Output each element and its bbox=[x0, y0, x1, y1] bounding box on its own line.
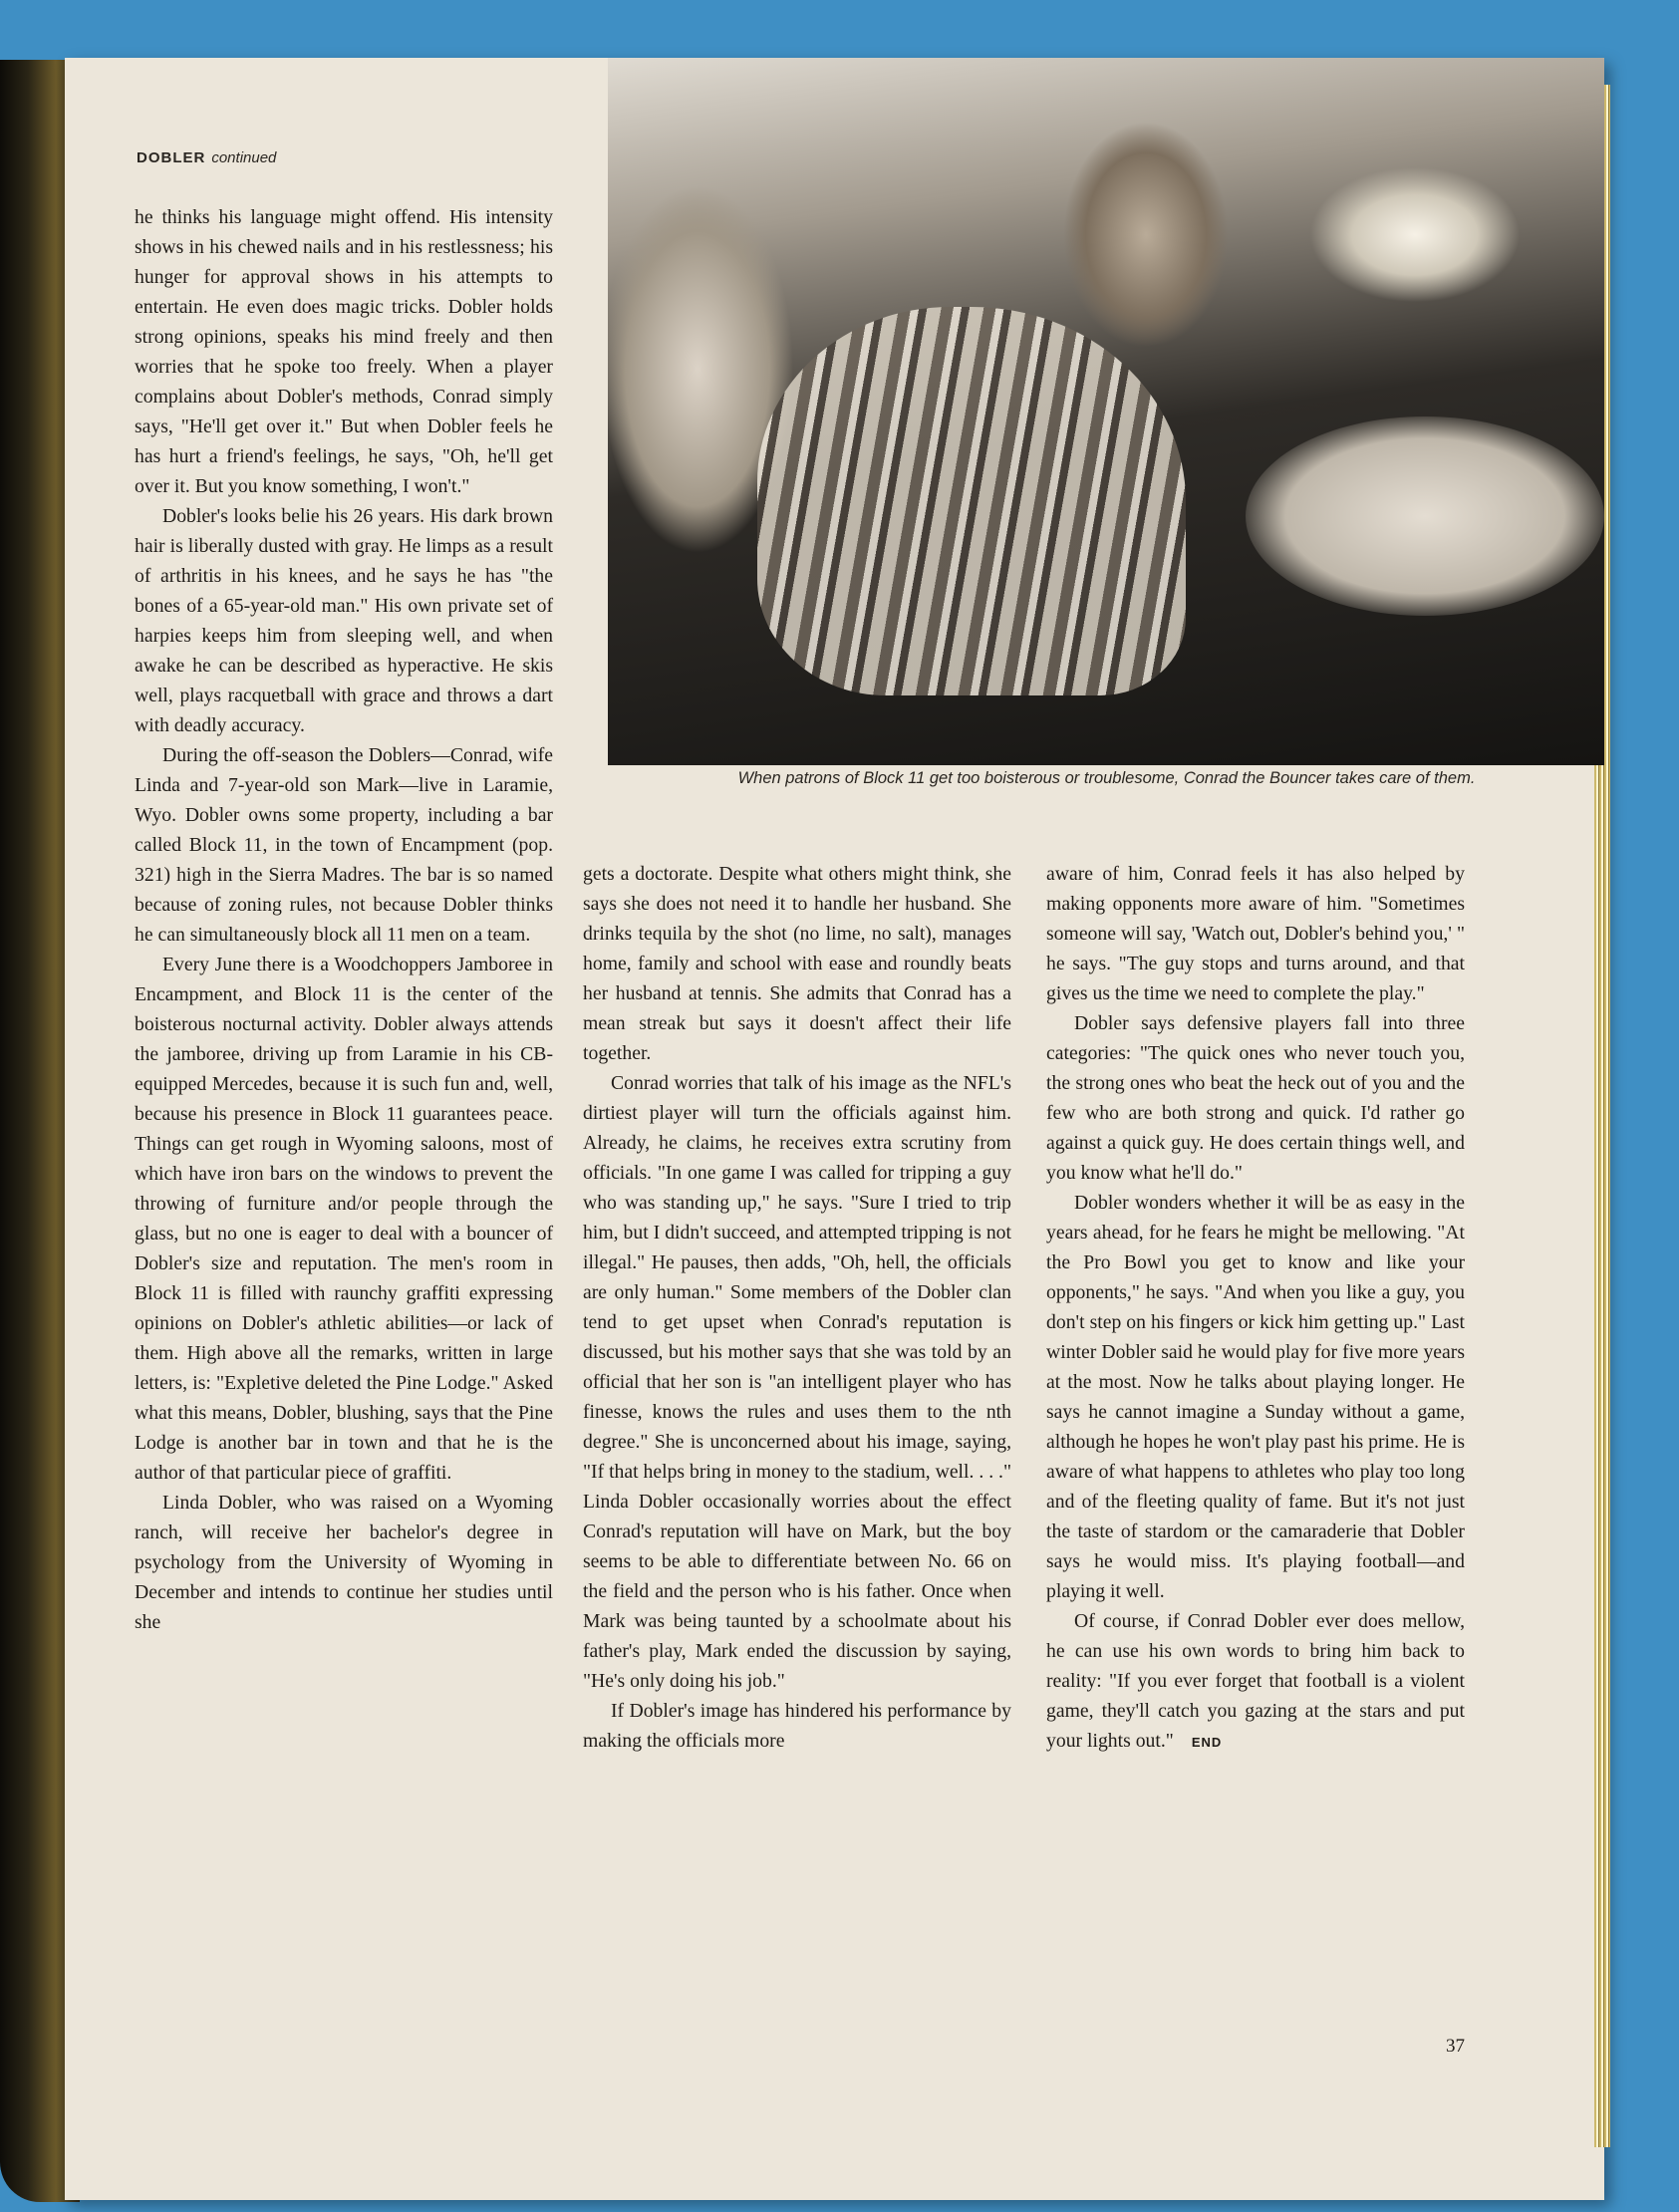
running-header bbox=[137, 149, 435, 179]
article-column-3 bbox=[1046, 859, 1465, 1758]
paragraph: During the off-season the Doblers—Conrad, wife Linda and 7-year-old son Mark—live in Laramie, Wyo. Dobler owns some property, including a bar called Block 11, in the town of Encampment (pop. 321) high in the Sierra Madres. The bar is so named because of zoning rules, not because Dobler thinks he can simultaneously block all 11 men on a team. bbox=[135, 744, 553, 946]
header-name: DOBLER bbox=[137, 149, 206, 166]
header-continued: continued bbox=[211, 149, 277, 166]
photo-shirt-shape bbox=[757, 307, 1186, 695]
last-paragraph-text: Of course, if Conrad Dobler ever does mellow, he can use his own words to bring him back to reality: "If you ever forget that football is a violent game, they'll catch you gazing at the stars and put your lights out." bbox=[1046, 1610, 1465, 1752]
paragraph: Dobler's looks belie his 26 years. His dark brown hair is liberally dusted with gray. He limps as a result of arthritis in his knees, and he says he has "the bones of a 65-year-old man." His own private set of harpies keeps him from sleeping well, and when awake he can be described as hyperactive. He skis well, plays racquetball with grace and throws a dart with deadly accuracy. bbox=[135, 505, 553, 736]
paragraph: aware of him, Conrad feels it has also helped by making opponents more aware of him. "Sometimes someone will say, 'Watch out, Dobler's behind you,' " he says. "The guy stops and turns around, and that gives us the time we need to complete the play." bbox=[1046, 863, 1465, 1004]
paragraph: Every June there is a Woodchoppers Jamboree in Encampment, and Block 11 is the center of the boisterous nocturnal activity. Dobler always attends the jamboree, driving up from Laramie in his CB-equipped Mercedes, because it is such fun and, well, because his presence in Block 11 guarantees peace. Things can get rough in Wyoming saloons, most of which have iron bars on the windows to prevent the throwing of furniture and/or people through the glass, but no one is eager to deal with a bouncer of Dobler's size and reputation. The men's room in Block 11 is filled with raunchy graffiti expressing opinions on Dobler's athletic abilities—or lack of them. High above all the remarks, written in large letters, is: "Expletive deleted the Pine Lodge." Asked what this means, Dobler, blushing, says that the Pine Lodge is another bar in town and that he is the author of that particular piece of graffiti. bbox=[135, 954, 553, 1484]
photo-caption: When patrons of Block 11 get too boisterous or troublesome, Conrad the Bouncer takes care of them. bbox=[737, 769, 1476, 787]
article-column-2 bbox=[583, 859, 1011, 1756]
paragraph: he thinks his language might offend. His intensity shows in his chewed nails and in his restlessness; his hunger for approval shows in his attempts to entertain. He even does magic tricks. Dobler holds strong opinions, speaks his mind freely and then worries that he spoke too freely. When a player complains about Dobler's methods, Conrad simply says, "He'll get over it." But when Dobler feels he has hurt a friend's feelings, he says, "Oh, he'll get over it. But you know something, I won't." bbox=[135, 206, 553, 497]
page-number: 37 bbox=[1446, 2036, 1465, 2057]
paragraph-last bbox=[1046, 1606, 1465, 1758]
paragraph: Conrad worries that talk of his image as the NFL's dirtiest player will turn the officials against him. Already, he claims, he receives extra scrutiny from officials. "In one game I was called for tripping a guy who was standing up," he says. "Sure I tried to trip him, but I didn't succeed, and attempted tripping is not illegal." He pauses, then adds, "Oh, hell, the officials are only human." Some members of the Dobler clan tend to get upset when Conrad's reputation is discussed, but his mother says that she was told by an official that her son is "an intelligent player who has finesse, knows the rules and uses them to the nth degree." She is unconcerned about his image, saying, "If that helps bring in money to the stadium, well. . . ." Linda Dobler occasionally worries about the effect Conrad's reputation will have on Mark, but the boy seems to be able to differentiate between No. 66 on the field and the person who is his father. Once when Mark was being taunted by a schoolmate about his father's play, Mark ended the discussion by saying, "He's only doing his job." bbox=[583, 1072, 1011, 1692]
paragraph: Linda Dobler, who was raised on a Wyoming ranch, will receive her bachelor's degree in psychology from the University of Wyoming in December and intends to continue her studies until she bbox=[135, 1492, 553, 1633]
paragraph: If Dobler's image has hindered his performance by making the officials more bbox=[583, 1700, 1011, 1752]
photo-arm-shape bbox=[1246, 416, 1604, 616]
paragraph: Dobler says defensive players fall into three categories: "The quick ones who never touch you, the strong ones who beat the heck out of you and the few who are both strong and quick. I'd rather go against a quick guy. He does certain things well, and you know what he'll do." bbox=[1046, 1012, 1465, 1184]
end-mark: END bbox=[1191, 1735, 1223, 1750]
paragraph: Dobler wonders whether it will be as easy in the years ahead, for he fears he might be mellowing. "At the Pro Bowl you get to know and like your opponents," he says. "And when you like a guy, you don't step on his fingers or kick him getting up." Last winter Dobler said he would play for five more years at the most. Now he talks about playing longer. He says he cannot imagine a Sunday without a game, although he hopes he won't play past his prime. He is aware of what happens to athletes who play too long and of the fleeting quality of fame. But it's not just the taste of stardom or the camaraderie that Dobler says he would miss. It's playing football—and playing it well. bbox=[1046, 1192, 1465, 1602]
article-column-1 bbox=[135, 202, 553, 1637]
paragraph: gets a doctorate. Despite what others might think, she says she does not need it to handle her husband. She drinks tequila by the shot (no lime, no salt), manages home, family and school with ease and roundly beats her husband at tennis. She admits that Conrad has a mean streak but says it doesn't affect their life together. bbox=[583, 863, 1011, 1064]
bouncer-photo bbox=[608, 58, 1604, 765]
